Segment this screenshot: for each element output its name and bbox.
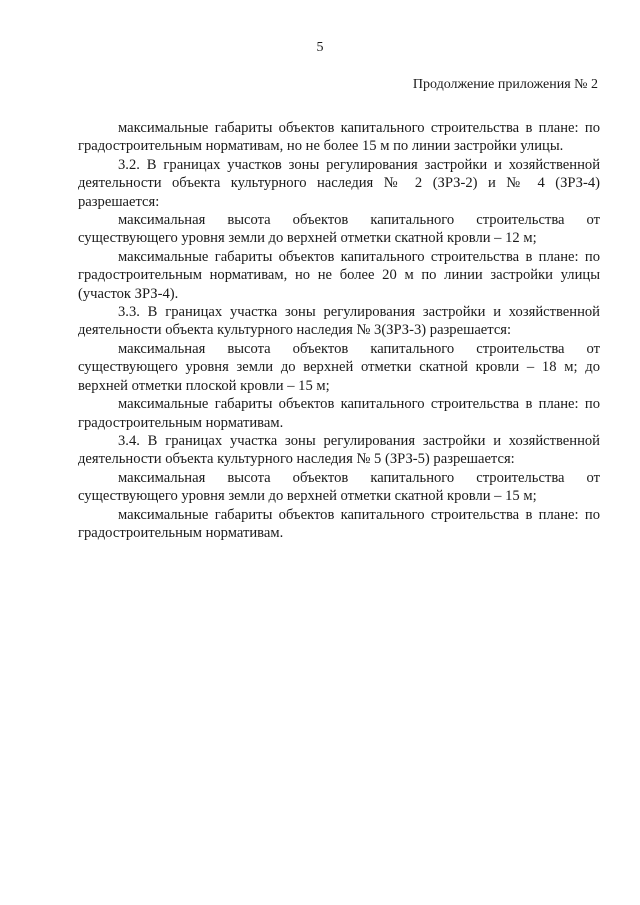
page-number: 5 [316,40,324,55]
appendix-continuation-note: Продолжение приложения № 2 [412,77,598,92]
paragraph-section-3-2: 3.2. В границах участков зоны регулирования застройки и хозяйственной деятельности объекта культурного наследия № 2 (ЗРЗ-2) и № 4 (ЗРЗ-4) разрешается: [78,156,600,210]
paragraph-max-height-zrz2-4: максимальная высота объектов капитального строительства от существующего уровня земли до верхней отметки скатной кровли – 12 м; [78,212,600,247]
paragraph-max-height-zrz5: максимальная высота объектов капитального строительства от существующего уровня земли до верхней отметки скатной кровли – 15 м; [78,469,600,505]
paragraph-section-3-3: 3.3. В границах участка зоны регулирования застройки и хозяйственной деятельности объекта культурного наследия № 3(ЗРЗ-3) разрешается: [78,304,600,339]
paragraph-max-dimensions-zrz5: максимальные габариты объектов капитального строительства в плане: по градостроительным нормативам. [78,506,600,541]
paragraph-max-dimensions-zrz3: максимальные габариты объектов капитального строительства в плане: по градостроительным нормативам. [78,396,600,431]
document-body [78,119,600,542]
paragraph-max-dimensions-zrz1: максимальные габариты объектов капитального строительства в плане: по градостроительным нормативам, но не более 15 м по линии застройки улицы. [78,120,600,155]
paragraph-section-3-4: 3.4. В границах участка зоны регулирования застройки и хозяйственной деятельности объекта культурного наследия № 5 (ЗРЗ-5) разрешается: [78,432,600,468]
paragraph-max-height-zrz3: максимальная высота объектов капитального строительства от существующего уровня земли до верхней отметки скатной кровли – 18 м; до верхней отметки плоской кровли – 15 м; [78,340,600,394]
paragraph-max-dimensions-zrz2-4: максимальные габариты объектов капитального строительства в плане: по градостроительным нормативам, но не более 20 м по линии застройки улицы (участок ЗРЗ-4). [78,248,600,302]
